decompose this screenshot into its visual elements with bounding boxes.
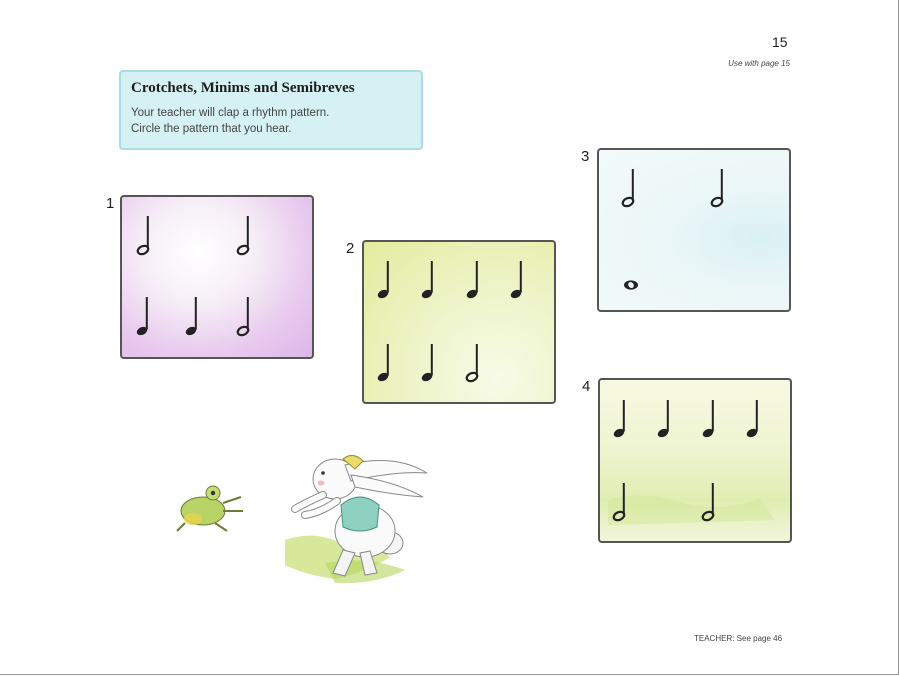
crotchet-note bbox=[701, 400, 714, 439]
minim-note bbox=[136, 216, 149, 256]
crotchet-note bbox=[745, 400, 758, 439]
pattern-box-1[interactable] bbox=[120, 195, 314, 359]
pattern-number-2: 2 bbox=[346, 240, 355, 257]
pattern-4-notes bbox=[600, 380, 792, 543]
teacher-note: TEACHER: See page 46 bbox=[694, 634, 783, 643]
frog-figure bbox=[177, 486, 243, 531]
pattern-1-notes bbox=[122, 197, 314, 359]
pattern-2-notes bbox=[364, 242, 556, 404]
crotchet-note bbox=[420, 261, 433, 300]
use-with-note: Use with page 15 bbox=[728, 59, 790, 68]
minim-note bbox=[236, 216, 249, 256]
crotchet-note bbox=[184, 297, 197, 337]
crotchet-note bbox=[612, 400, 625, 439]
crotchet-note bbox=[376, 261, 389, 300]
crotchet-note bbox=[656, 400, 669, 439]
minim-note bbox=[710, 169, 723, 208]
minim-note bbox=[236, 297, 249, 337]
page-number: 15 bbox=[772, 34, 788, 50]
pattern-3-notes bbox=[599, 150, 791, 312]
instruction-line-1: Your teacher will clap a rhythm pattern. bbox=[131, 107, 330, 119]
crotchet-note bbox=[376, 344, 389, 383]
rabbit-frog-illustration bbox=[165, 445, 445, 590]
pattern-box-3[interactable] bbox=[597, 148, 791, 312]
crotchet-note bbox=[420, 344, 433, 383]
pattern-number-1: 1 bbox=[106, 195, 115, 212]
pattern-box-2[interactable] bbox=[362, 240, 556, 404]
pattern-box-4[interactable] bbox=[598, 378, 792, 543]
crotchet-note bbox=[509, 261, 522, 300]
page-title: Crotchets, Minims and Semibreves bbox=[131, 80, 355, 96]
minim-note bbox=[465, 344, 478, 383]
instruction-line-2: Circle the pattern that you hear. bbox=[131, 123, 292, 135]
crotchet-note bbox=[465, 261, 478, 300]
pattern-number-3: 3 bbox=[581, 148, 590, 165]
minim-note bbox=[621, 169, 634, 208]
crotchet-note bbox=[135, 297, 148, 337]
title-box bbox=[119, 70, 423, 150]
semibreve-note bbox=[624, 280, 638, 289]
pattern-number-4: 4 bbox=[582, 378, 591, 395]
